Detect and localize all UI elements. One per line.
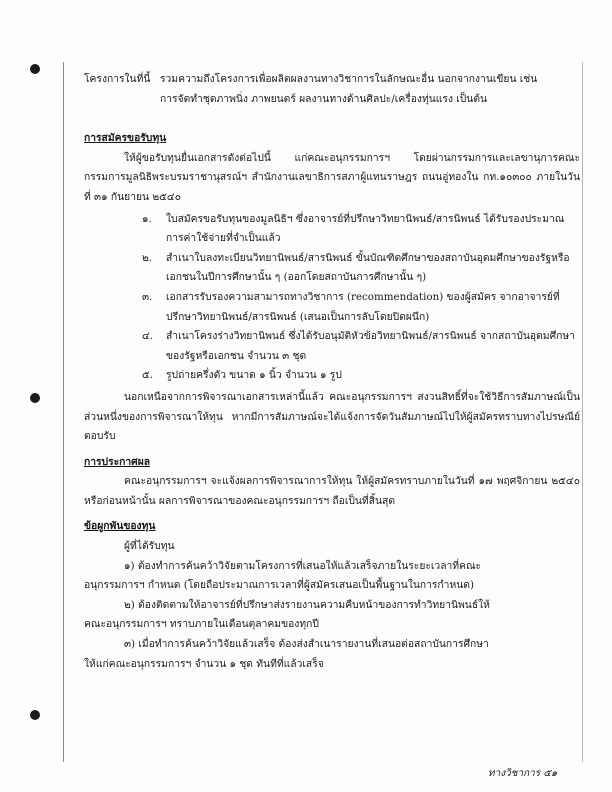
obligation-number: ๒) <box>124 598 135 611</box>
application-document-list <box>84 210 580 386</box>
obligation-item <box>84 635 580 674</box>
right-margin-rule <box>582 62 583 762</box>
project-note-label: โครงการในที่นี้ <box>84 73 151 85</box>
page-footer: ทางวิชาการ ๕๑ <box>488 768 558 779</box>
application-closing: นอกเหนือจากการพิจารณาเอกสารเหล่านี้แล้ว คณะอนุกรรมการฯ สงวนสิทธิ์ที่จะใช้วิธีการสัมภาษณ์เป็นส่วนหนึ่งของการพิจารณาให้ทุน หากมีการสัมภาษณ์จะได้แจ้งการจัดวันสัมภาษณ์ไปให้ผู้สมัครทราบทางไปรษณีย์ตอบรับ <box>84 390 580 443</box>
project-note-line: การจัดทำชุดภาพนิ่ง ภาพยนตร์ ผลงานทางด้านศิลปะ/เครื่องทุ่นแรง เป็นต้น <box>160 92 488 105</box>
list-item <box>84 210 580 249</box>
list-item <box>84 327 580 366</box>
obligation-text: ต้องติดตามให้อาจารย์ที่ปรึกษาส่งรายงานความคืบหน้าของการทำวิทยานิพนธ์ให้ <box>138 598 490 611</box>
list-item <box>84 366 580 386</box>
project-note-text <box>160 70 580 109</box>
list-item-number: ๓. <box>142 290 153 303</box>
obligation-text: เมื่อทำการค้นคว้าวิจัยแล้วเสร็จ ต้องส่งสำเนารายงานที่เสนอต่อสถาบันการศึกษา <box>138 638 489 651</box>
list-item-number: ๕. <box>142 369 154 382</box>
list-item-number: ๔. <box>142 330 154 343</box>
obligation-text: ให้แก่คณะอนุกรรมการฯ จำนวน ๑ ชุด ทันทีที่แล้วเสร็จ <box>84 657 324 670</box>
obligation-text: ต้องทำการค้นคว้าวิจัยตามโครงการที่เสนอให้แล้วเสร็จภายในระยะเวลาที่คณะ <box>137 559 482 572</box>
obligation-item <box>84 557 580 596</box>
list-item <box>84 288 580 327</box>
list-item-text: สำเนาโครงร่างวิทยานิพนธ์ ซึ่งได้รับอนุมัติหัวข้อวิทยานิพนธ์/สารนิพนธ์ จากสถาบันอุดมศึกษาของรัฐหรือเอกชน จำนวน ๓ ชุด <box>166 330 575 362</box>
punch-hole <box>30 393 40 403</box>
list-item-text: รูปถ่ายครึ่งตัว ขนาด ๑ นิ้ว จำนวน ๑ รูป <box>166 369 342 382</box>
project-note-line: รวมความถึงโครงการเพื่อผลิตผลงานทางวิชาการในลักษณะอื่น นอกจากงานเขียน เช่น <box>160 73 538 85</box>
obligations-heading: ข้อผูกพันของทุน <box>84 520 156 533</box>
obligation-number: ๑) <box>124 559 135 572</box>
list-item-text: สำเนาใบลงทะเบียนวิทยานิพนธ์/สารนิพนธ์ ขั้นบัณฑิตศึกษาของสถาบันอุดมศึกษาของรัฐหรือเอกชนในปีการศึกษานั้น ๆ (ออกโดยสถาบันการศึกษานั้น ๆ) <box>166 251 570 284</box>
announcement-text: คณะอนุกรรมการฯ จะแจ้งผลการพิจารณาการให้ทุน ให้ผู้สมัครทราบภายในวันที่ ๑๗ พฤศจิกายน ๒๕๔๐ หรือก่อนหน้านั้น ผลการพิจารณาของคณะอนุกรรมการฯ ถือเป็นที่สิ้นสุด <box>84 475 580 507</box>
obligation-item <box>84 596 580 635</box>
list-item-text: เอกสารรับรองความสามารถทางวิชาการ (recommendation) ของผู้สมัคร จากอาจารย์ที่ปรึกษาวิทยานิพนธ์/สารนิพนธ์ (เสนอเป็นการลับโดยปิดผนึก) <box>166 290 560 323</box>
document-body <box>84 70 580 674</box>
obligation-text: คณะอนุกรรมการฯ ทราบภายในเดือนตุลาคมของทุกปี <box>84 618 319 631</box>
left-margin-rule <box>63 62 64 762</box>
punch-hole <box>30 710 40 720</box>
punch-hole <box>30 64 40 74</box>
application-heading: การสมัครขอรับทุน <box>84 132 167 145</box>
list-item-number: ๒. <box>142 251 153 264</box>
obligation-text: อนุกรรมการฯ กำหนด (โดยถือประมาณการเวลาที่ผู้สมัครเสนอเป็นพื้นฐานในการกำหนด) <box>84 579 474 592</box>
list-item-number: ๑. <box>142 212 152 225</box>
obligations-subheading: ผู้ที่ได้รับทุน <box>124 540 175 553</box>
project-note <box>84 70 580 109</box>
application-intro: ให้ผู้ขอรับทุนยื่นเอกสารดังต่อไปนี้ แก่คณะอนุกรรมการฯ โดยผ่านกรรมการและเลขานุการคณะกรรมการมูลนิธิพระบรมราชานุสรณ์ฯ สำนักงานเลขาธิการสภาผู้แทนราษฎร ถนนอู่ทองใน กท.๑๐๓๐๐ ภายในวันที่ ๓๑ กันยายน ๒๕๔๐ <box>84 151 580 203</box>
obligation-number: ๓) <box>124 638 136 651</box>
list-item-text: ใบสมัครขอรับทุนของมูลนิธิฯ ซึ่งอาจารย์ที่ปรึกษาวิทยานิพนธ์/สารนิพนธ์ ได้รับรองประมาณการค่าใช้จ่ายที่จำเป็นแล้ว <box>166 212 565 245</box>
announcement-heading: การประกาศผล <box>84 455 151 468</box>
list-item <box>84 249 580 288</box>
